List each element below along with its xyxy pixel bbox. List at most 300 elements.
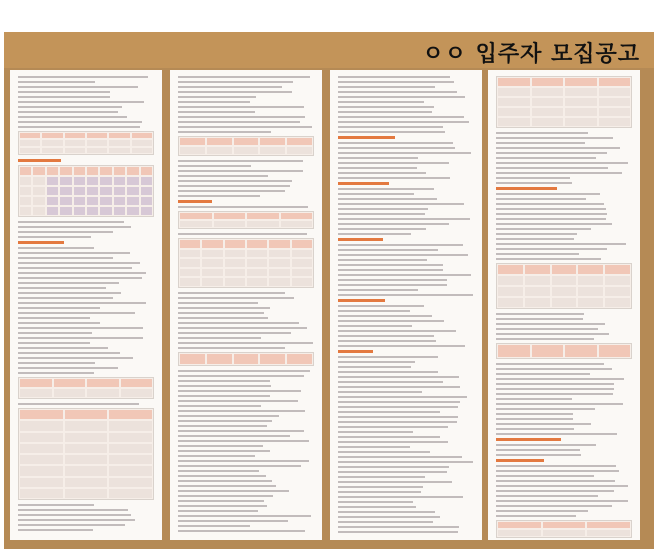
text-line <box>496 480 615 482</box>
table-cell <box>47 207 58 215</box>
text-line <box>18 509 128 511</box>
text-line <box>338 501 413 503</box>
text-line <box>338 476 425 478</box>
text-line <box>338 106 434 108</box>
table-cell <box>180 269 200 277</box>
table-cell <box>202 250 222 258</box>
text-line <box>18 287 106 289</box>
text-line <box>338 436 440 438</box>
text-line <box>18 372 94 374</box>
text-line <box>18 121 142 123</box>
table-cell <box>552 298 577 307</box>
text-line <box>178 390 301 392</box>
table-cell <box>100 197 111 205</box>
table-cell <box>587 530 630 536</box>
text-line <box>18 524 125 526</box>
text-line <box>178 185 290 187</box>
table-cell <box>180 259 200 267</box>
text-line <box>18 272 146 274</box>
text-line <box>178 76 310 78</box>
table-cell <box>565 78 597 86</box>
table-cell <box>287 138 312 145</box>
table-cell <box>214 213 246 219</box>
text-line <box>178 126 312 128</box>
table-cell <box>552 276 577 285</box>
table-cell <box>498 276 523 285</box>
text-line <box>496 147 620 149</box>
table-cell <box>87 379 119 387</box>
table-cell <box>543 522 586 528</box>
text-line <box>178 420 272 422</box>
text-line <box>178 190 285 192</box>
text-line <box>178 317 268 319</box>
table-cell <box>578 298 603 307</box>
text-line <box>178 131 271 133</box>
table-cell <box>599 98 631 106</box>
table-cell <box>269 269 289 277</box>
text-line <box>178 195 260 197</box>
text-line <box>338 172 426 174</box>
text-line <box>18 116 127 118</box>
table-cell <box>247 213 279 219</box>
text-line <box>496 490 614 492</box>
table-cell <box>127 167 138 175</box>
table-cell <box>260 354 285 364</box>
text-line <box>496 363 604 365</box>
table-cell <box>225 250 245 258</box>
text-line <box>496 378 624 380</box>
section-heading <box>338 182 389 185</box>
text-line <box>178 495 273 497</box>
section-heading <box>338 350 373 353</box>
text-line <box>338 366 411 368</box>
text-line <box>496 403 623 405</box>
table-cell <box>247 269 267 277</box>
text-line <box>178 520 288 522</box>
text-line <box>18 317 90 319</box>
notice-table <box>496 520 632 538</box>
text-line <box>178 91 292 93</box>
text-line <box>18 297 113 299</box>
table-cell <box>60 187 71 195</box>
text-line <box>496 233 577 235</box>
text-line <box>338 223 449 225</box>
text-line <box>338 521 433 523</box>
text-line <box>18 352 120 354</box>
text-line <box>178 450 270 452</box>
table-cell <box>247 278 267 286</box>
table-cell <box>132 140 152 145</box>
table-cell <box>532 98 564 106</box>
text-line <box>496 167 608 169</box>
text-line <box>178 206 308 208</box>
text-line <box>338 320 444 322</box>
text-line <box>338 96 465 98</box>
text-line <box>178 101 250 103</box>
table-cell <box>247 240 267 248</box>
text-line <box>178 180 292 182</box>
notice-table <box>496 263 632 309</box>
table-cell <box>180 250 200 258</box>
text-line <box>18 257 113 259</box>
table-cell <box>114 197 125 205</box>
table-cell <box>87 389 119 397</box>
text-line <box>178 475 266 477</box>
text-line <box>18 96 110 98</box>
text-line <box>338 76 450 78</box>
text-line <box>178 332 291 334</box>
text-line <box>496 248 607 250</box>
table-cell <box>225 259 245 267</box>
text-line <box>338 426 448 428</box>
text-line <box>178 106 304 108</box>
text-line <box>178 385 271 387</box>
table-cell <box>141 197 152 205</box>
table-cell <box>525 298 550 307</box>
table-cell <box>207 138 232 145</box>
table-cell <box>65 478 108 487</box>
notice-column-2 <box>170 70 322 540</box>
table-cell <box>599 88 631 96</box>
table-cell <box>33 177 44 185</box>
text-line <box>18 282 119 284</box>
text-line <box>496 238 574 240</box>
text-line <box>338 461 473 463</box>
table-cell <box>498 530 541 536</box>
table-cell <box>20 197 31 205</box>
table-cell <box>525 287 550 296</box>
table-cell <box>532 88 564 96</box>
text-line <box>338 81 454 83</box>
text-line <box>178 375 304 377</box>
text-line <box>338 330 456 332</box>
text-line <box>18 91 110 93</box>
table-cell <box>20 433 63 442</box>
text-line <box>496 137 613 139</box>
table-cell <box>65 421 108 430</box>
table-cell <box>225 269 245 277</box>
table-cell <box>605 265 630 274</box>
text-line <box>338 177 450 179</box>
table-cell <box>20 187 31 195</box>
text-line <box>338 431 413 433</box>
text-line <box>18 327 143 329</box>
notice-table <box>496 76 632 128</box>
section-heading <box>178 200 212 203</box>
text-line <box>496 172 622 174</box>
text-line <box>18 292 121 294</box>
text-line <box>18 76 148 78</box>
table-cell <box>552 265 577 274</box>
text-line <box>178 302 258 304</box>
text-line <box>178 322 299 324</box>
notice-column-4 <box>488 70 640 540</box>
table-cell <box>281 221 313 227</box>
table-cell <box>20 148 40 153</box>
text-line <box>338 305 424 307</box>
table-cell <box>65 466 108 475</box>
table-cell <box>269 278 289 286</box>
table-cell <box>565 108 597 116</box>
table-cell <box>552 287 577 296</box>
text-line <box>338 481 452 483</box>
table-cell <box>498 108 530 116</box>
table-cell <box>109 444 152 453</box>
text-line <box>18 277 142 279</box>
table-cell <box>578 276 603 285</box>
table-cell <box>599 345 631 357</box>
table-cell <box>109 455 152 464</box>
text-line <box>178 470 259 472</box>
table-cell <box>20 140 40 145</box>
text-line <box>18 231 113 233</box>
text-line <box>338 274 471 276</box>
text-line <box>496 388 614 390</box>
text-line <box>496 258 601 260</box>
text-line <box>18 252 130 254</box>
table-cell <box>100 207 111 215</box>
table-cell <box>20 379 52 387</box>
text-line <box>178 485 276 487</box>
table-cell <box>565 345 597 357</box>
table-cell <box>109 421 152 430</box>
text-line <box>178 455 255 457</box>
text-line <box>18 403 139 405</box>
text-line <box>178 347 285 349</box>
text-line <box>178 297 294 299</box>
text-line <box>496 408 595 410</box>
text-line <box>338 491 421 493</box>
text-line <box>338 198 437 200</box>
text-line <box>178 500 264 502</box>
text-line <box>338 401 460 403</box>
table-cell <box>498 78 530 86</box>
table-cell <box>87 177 98 185</box>
table-cell <box>20 133 40 138</box>
text-line <box>18 529 93 531</box>
table-cell <box>114 187 125 195</box>
table-cell <box>498 88 530 96</box>
table-cell <box>74 167 85 175</box>
table-cell <box>214 221 246 227</box>
text-line <box>338 325 412 327</box>
text-line <box>338 335 434 337</box>
notice-table <box>178 211 314 229</box>
text-line <box>338 471 447 473</box>
text-line <box>338 386 460 388</box>
text-line <box>338 147 455 149</box>
text-line <box>18 362 95 364</box>
text-line <box>338 496 463 498</box>
table-cell <box>599 108 631 116</box>
text-line <box>338 157 418 159</box>
table-cell <box>100 167 111 175</box>
text-line <box>18 357 133 359</box>
text-line <box>338 249 438 251</box>
table-cell <box>121 389 153 397</box>
table-cell <box>141 207 152 215</box>
text-line <box>338 228 426 230</box>
table-cell <box>292 240 312 248</box>
table-cell <box>132 148 152 153</box>
text-line <box>496 449 580 451</box>
text-line <box>496 318 583 320</box>
table-cell <box>20 478 63 487</box>
notice-table <box>178 136 314 156</box>
text-line <box>338 188 434 190</box>
table-cell <box>47 177 58 185</box>
table-cell <box>234 147 259 154</box>
text-line <box>496 152 607 154</box>
table-cell <box>599 118 631 126</box>
table-cell <box>20 466 63 475</box>
table-cell <box>127 207 138 215</box>
table-cell <box>202 269 222 277</box>
table-cell <box>292 259 312 267</box>
text-line <box>178 233 307 235</box>
table-cell <box>292 269 312 277</box>
table-cell <box>605 298 630 307</box>
text-line <box>18 86 138 88</box>
notice-table <box>18 131 154 155</box>
table-cell <box>498 298 523 307</box>
table-cell <box>114 177 125 185</box>
table-cell <box>525 265 550 274</box>
text-line <box>178 400 298 402</box>
text-line <box>178 312 264 314</box>
text-line <box>338 486 423 488</box>
text-line <box>178 405 261 407</box>
text-line <box>496 253 579 255</box>
text-line <box>178 430 304 432</box>
text-line <box>178 410 305 412</box>
text-line <box>496 132 588 134</box>
text-line <box>18 307 100 309</box>
table-cell <box>33 167 44 175</box>
text-line <box>496 203 604 205</box>
text-line <box>338 376 459 378</box>
text-line <box>496 470 619 472</box>
table-cell <box>269 240 289 248</box>
table-cell <box>33 187 44 195</box>
text-line <box>338 131 445 133</box>
section-heading <box>496 438 561 441</box>
text-line <box>18 226 131 228</box>
text-line <box>178 342 313 344</box>
text-line <box>338 506 416 508</box>
text-line <box>338 315 432 317</box>
section-heading <box>338 136 395 139</box>
text-line <box>338 345 465 347</box>
text-line <box>338 203 464 205</box>
notice-title: ㅇㅇ 입주자 모집공고 <box>422 42 640 67</box>
table-cell <box>100 187 111 195</box>
text-line <box>338 466 449 468</box>
text-line <box>496 413 573 415</box>
table-cell <box>202 278 222 286</box>
text-line <box>338 416 458 418</box>
text-line <box>178 170 303 172</box>
text-line <box>18 519 135 521</box>
table-cell <box>65 444 108 453</box>
text-line <box>178 510 258 512</box>
text-line <box>18 367 118 369</box>
text-line <box>496 182 572 184</box>
table-cell <box>578 287 603 296</box>
table-cell <box>54 389 86 397</box>
text-line <box>338 259 427 261</box>
table-cell <box>180 138 205 145</box>
table-cell <box>74 197 85 205</box>
text-line <box>496 223 612 225</box>
text-line <box>496 454 581 456</box>
table-cell <box>498 522 541 528</box>
table-cell <box>121 379 153 387</box>
text-line <box>178 86 282 88</box>
notice-table <box>496 343 632 359</box>
table-cell <box>132 133 152 138</box>
table-cell <box>247 250 267 258</box>
text-line <box>496 423 591 425</box>
table-cell <box>87 133 107 138</box>
text-line <box>18 101 144 103</box>
text-line <box>338 244 463 246</box>
text-line <box>338 116 464 118</box>
text-line <box>338 310 410 312</box>
table-cell <box>65 148 85 153</box>
text-line <box>178 465 301 467</box>
text-line <box>496 228 591 230</box>
text-line <box>178 111 255 113</box>
table-cell <box>109 140 129 145</box>
text-line <box>178 337 261 339</box>
table-cell <box>225 240 245 248</box>
table-cell <box>498 98 530 106</box>
table-cell <box>180 213 212 219</box>
text-line <box>338 264 443 266</box>
text-line <box>496 500 628 502</box>
text-line <box>178 81 293 83</box>
text-line <box>496 418 573 420</box>
text-line <box>338 391 422 393</box>
text-line <box>496 157 596 159</box>
table-cell <box>260 147 285 154</box>
text-line <box>496 510 588 512</box>
text-line <box>496 393 613 395</box>
table-cell <box>100 177 111 185</box>
text-line <box>18 111 118 113</box>
table-cell <box>180 240 200 248</box>
table-cell <box>65 140 85 145</box>
text-line <box>496 444 596 446</box>
table-cell <box>114 207 125 215</box>
table-cell <box>532 78 564 86</box>
table-cell <box>525 276 550 285</box>
text-line <box>338 356 438 358</box>
table-cell <box>287 147 312 154</box>
text-line <box>338 121 469 123</box>
section-heading <box>496 187 557 190</box>
table-cell <box>127 197 138 205</box>
table-cell <box>20 410 63 419</box>
text-line <box>496 433 617 435</box>
table-cell <box>109 489 152 498</box>
text-line <box>338 396 467 398</box>
table-cell <box>20 421 63 430</box>
text-line <box>178 425 267 427</box>
text-line <box>338 456 462 458</box>
text-line <box>496 328 598 330</box>
